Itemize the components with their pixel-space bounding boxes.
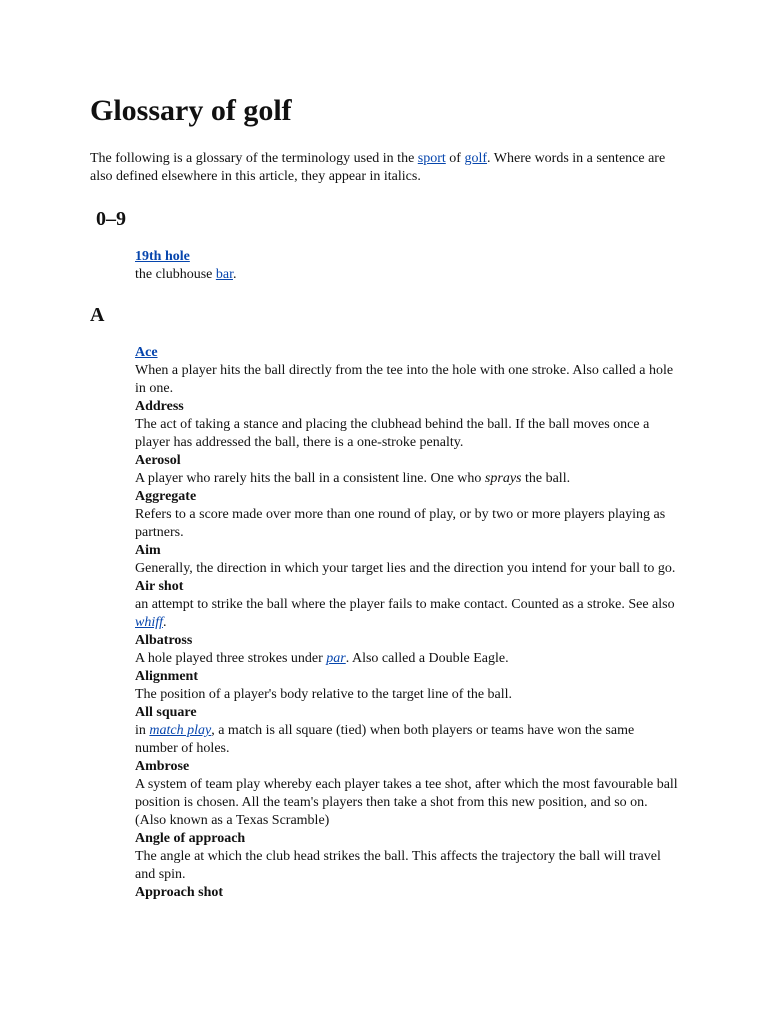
whiff-link[interactable] <box>135 615 163 630</box>
term-angle-of-approach: Angle of approach <box>135 831 246 846</box>
term-ambrose: Ambrose <box>135 759 190 774</box>
definition-ace: When a player hits the ball directly from the tee into the hole with one stroke. Also called a hole in one. <box>135 363 674 396</box>
definition-aerosol <box>135 470 680 488</box>
definition-text: . Also called a Double Eagle. <box>345 651 509 666</box>
term-alignment: Alignment <box>135 669 198 684</box>
page-title: Glossary of golf <box>90 94 292 127</box>
definition-text: the clubhouse <box>135 267 216 282</box>
whiff-link-text: whiff <box>135 615 164 630</box>
section-heading-0-9: 0–9 <box>96 208 126 230</box>
intro-paragraph <box>90 150 680 186</box>
term-albatross: Albatross <box>135 633 193 648</box>
definition-address: The act of taking a stance and placing the clubhead behind the ball. If the ball moves once a player has addressed the ball, there is a one-stroke penalty. <box>135 417 650 450</box>
definition-text: in <box>135 723 150 738</box>
term-aim: Aim <box>135 543 161 558</box>
intro-text-2: of <box>445 151 465 166</box>
italic-term-sprays: sprays <box>484 471 522 486</box>
sport-link[interactable]: sport <box>417 151 446 166</box>
definition-text: A hole played three strokes under <box>135 651 327 666</box>
golf-link[interactable]: golf <box>464 151 488 166</box>
definition-19th-hole <box>135 266 680 284</box>
term-address: Address <box>135 399 184 414</box>
match-play-link-text: match play <box>149 723 212 738</box>
glossary-list-a <box>135 344 680 902</box>
match-play-link[interactable] <box>149 723 211 738</box>
par-link[interactable] <box>326 651 345 666</box>
definition-aggregate: Refers to a score made over more than one round of play, or by two or more players playing as partners. <box>135 507 666 540</box>
term-air-shot: Air shot <box>135 579 184 594</box>
definition-text: . <box>163 615 167 630</box>
article <box>90 92 680 902</box>
term-approach-shot: Approach shot <box>135 885 224 900</box>
section-heading-a: A <box>90 304 105 326</box>
ace-link[interactable]: Ace <box>135 345 158 360</box>
bar-link[interactable]: bar <box>215 267 233 282</box>
definition-aim: Generally, the direction in which your target lies and the direction you intend for your ball to go. <box>135 561 676 576</box>
glossary-list-0-9 <box>135 248 680 284</box>
term-aerosol: Aerosol <box>135 453 181 468</box>
19th-hole-link[interactable]: 19th hole <box>135 249 190 264</box>
definition-angle-of-approach: The angle at which the club head strikes the ball. This affects the trajectory the ball will travel and spin. <box>135 849 661 882</box>
definition-text: the ball. <box>521 471 571 486</box>
term-ace <box>135 344 680 362</box>
term-19th-hole <box>135 248 680 266</box>
definition-all-square <box>135 722 680 758</box>
definition-text: . <box>232 267 237 282</box>
intro-text-1: The following is a glossary of the terminology used in the <box>90 151 418 166</box>
definition-text: an attempt to strike the ball where the player fails to make contact. Counted as a stroke. See also <box>135 597 675 612</box>
definition-alignment: The position of a player's body relative to the target line of the ball. <box>135 687 513 702</box>
term-aggregate: Aggregate <box>135 489 197 504</box>
definition-air-shot <box>135 596 680 632</box>
definition-text: , a match is all square (tied) when both players or teams have won the same number of holes. <box>135 723 635 756</box>
intro-text-3: . Where words in a sentence are also defined elsewhere in this article, they appear in italics. <box>90 151 666 184</box>
term-all-square: All square <box>135 705 197 720</box>
definition-text: A player who rarely hits the ball in a consistent line. One who <box>135 471 485 486</box>
definition-ambrose: A system of team play whereby each player takes a tee shot, after which the most favourable ball position is chosen. All the team's players then take a shot from this new position, and so on. (Also known as a Texas Scramble) <box>135 777 678 828</box>
definition-albatross <box>135 650 680 668</box>
par-link-text: par <box>326 651 346 666</box>
